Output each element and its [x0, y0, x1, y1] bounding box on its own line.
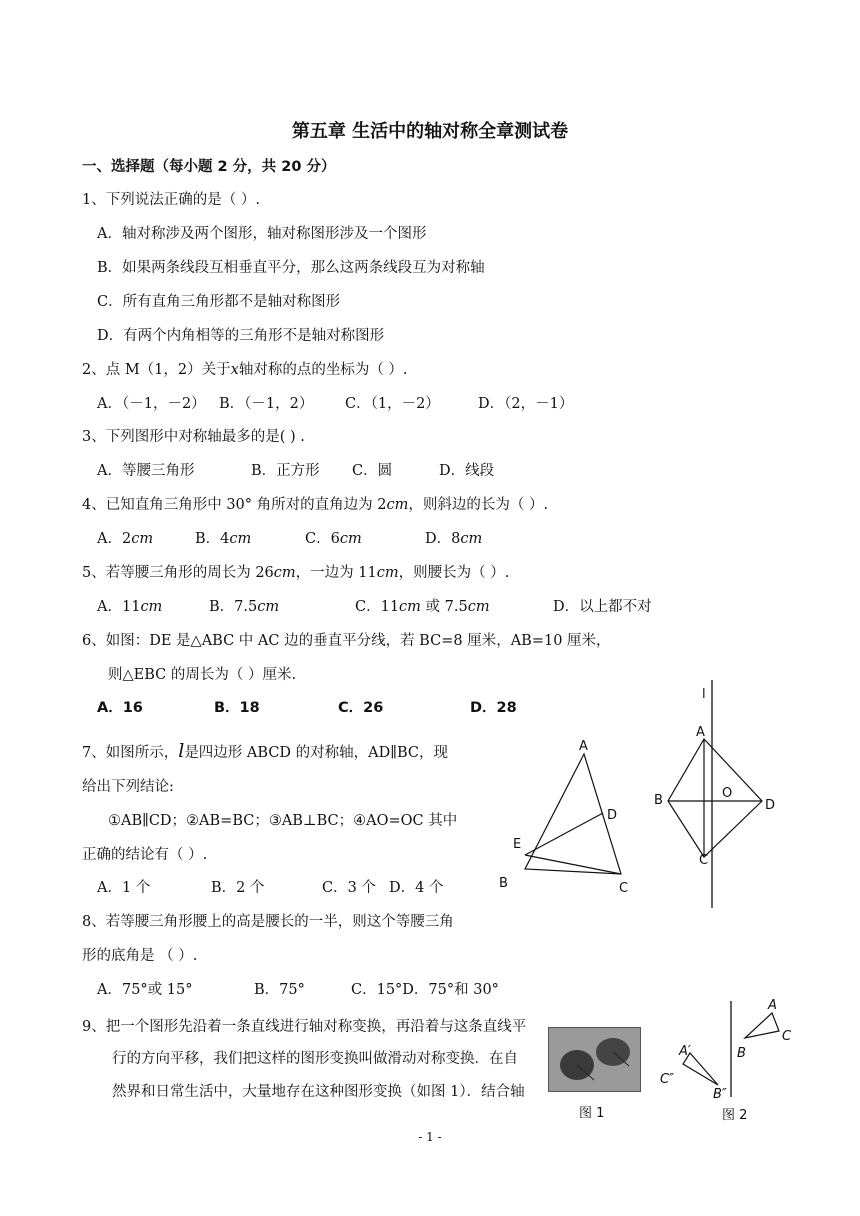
q4-option-b: B．4cm: [195, 531, 252, 547]
rhombus-figure: [648, 680, 788, 910]
rhombus-axis-label-l: l: [702, 687, 706, 702]
q7-option-c: C．3 个: [322, 880, 376, 896]
fig2-label-c: C: [782, 1029, 792, 1044]
triangle-figure: [495, 735, 635, 895]
tri-label-c: C: [619, 881, 629, 895]
tri-label-b: B: [499, 876, 508, 891]
fig2-label-b-double-prime: B″: [713, 1087, 727, 1100]
q3-option-c: C．圆: [352, 463, 393, 479]
q5-option-a: A．11cm: [97, 599, 163, 615]
q6-stem-line1: 6、如图：DE 是△ABC 中 AC 边的垂直平分线，若 BC=8 厘米，AB=10 厘米，: [82, 633, 611, 649]
section-heading: 一、选择题（每小题 2 分，共 20 分）: [82, 159, 336, 175]
q7-stem-line4: 正确的结论有（ ）.: [82, 847, 208, 863]
glide-reflection-figure: [655, 995, 795, 1100]
q5-option-d: D．以上都不对: [553, 599, 652, 615]
q6-stem-line2: 则△EBC 的周长为（ ）厘米.: [108, 667, 297, 683]
tri-label-a: A: [579, 739, 588, 754]
q5-option-c: C．11cm 或 7.5cm: [355, 599, 490, 615]
q7-option-b: B．2 个: [211, 880, 265, 896]
q8-option-b: B．75°: [254, 982, 305, 998]
q4-stem: [82, 496, 548, 514]
q8-stem-line2: 形的底角是 （ ）.: [82, 948, 198, 964]
q7-option-d: D．4 个: [389, 880, 444, 896]
fig2-label-a-prime: A′: [679, 1044, 691, 1059]
rhombus-label-c: C: [699, 853, 709, 868]
q7-variable-l: l: [178, 740, 185, 762]
figure2-caption: 图 2: [722, 1108, 748, 1123]
q6-option-b: B．18: [214, 700, 260, 716]
page-title: 第五章 生活中的轴对称全章测试卷: [291, 121, 569, 142]
q9-stem-line1: 9、把一个图形先沿着一条直线进行轴对称变换，再沿着与这条直线平: [82, 1019, 527, 1035]
q6-option-d: D．28: [470, 700, 517, 716]
q4-stem-unit: cm: [386, 497, 409, 513]
fig2-label-a: A: [768, 998, 777, 1013]
rhombus-label-o: O: [722, 786, 733, 801]
figure1-caption: 图 1: [579, 1106, 605, 1121]
q3-stem: 3、下列图形中对称轴最多的是( ) .: [82, 429, 305, 445]
q2-option-a: A．（－1，－2）: [97, 396, 206, 412]
page-number: - 1 -: [418, 1130, 442, 1144]
q6-option-a: A．16: [97, 700, 143, 716]
q7-stem-line3: ①AB∥CD；②AB=BC；③AB⊥BC；④AO=OC 其中: [108, 813, 458, 829]
q5-option-b: B．7.5cm: [209, 599, 280, 615]
q7-option-a: A．1 个: [97, 880, 151, 896]
q2-option-b: B．（－1，2）: [219, 396, 314, 412]
q2-option-d: D．（2，－1）: [478, 396, 574, 412]
fig2-label-b: B: [737, 1046, 746, 1061]
q8-stem-line1: 8、若等腰三角形腰上的高是腰长的一半，则这个等腰三角: [82, 914, 454, 930]
q4-option-d: D．8cm: [425, 531, 483, 547]
fig2-label-c-double-prime: C″: [660, 1072, 674, 1087]
q3-option-d: D．线段: [439, 463, 495, 479]
q1-option-c: C．所有直角三角形都不是轴对称图形: [97, 294, 341, 310]
q7-stem-line1: 7、如图所示，l是四边形 ABCD 的对称轴，AD∥BC，现: [82, 740, 448, 762]
q2-option-c: C．（1，－2）: [345, 396, 440, 412]
q8-option-a: A．75°或 15°: [97, 982, 193, 998]
q7-stem-line2: 给出下列结论:: [82, 779, 174, 795]
q2-stem: [82, 361, 408, 379]
q1-option-a: A．轴对称涉及两个图形，轴对称图形涉及一个图形: [97, 226, 427, 242]
rhombus-label-d: D: [765, 798, 776, 813]
tri-label-e: E: [513, 837, 522, 852]
q6-option-c: C．26: [338, 700, 384, 716]
q8-option-cd: C．15°D．75°和 30°: [351, 982, 499, 998]
q4-option-a: A．2cm: [97, 531, 154, 547]
q4-stem-part-b: ，则斜边的长为（ ）.: [408, 497, 549, 513]
rhombus-label-a: A: [696, 725, 705, 740]
q9-stem-line3: 然界和日常生活中，大量地存在这种图形变换（如图 1）．结合轴: [112, 1084, 525, 1100]
q5-stem: 5、若等腰三角形的周长为 26cm，一边为 11cm，则腰长为（ ）.: [82, 565, 510, 581]
leaf-photo: [548, 1027, 641, 1092]
q2-stem-part-a: 2、点 M（1，2）关于: [82, 362, 231, 378]
tri-label-d: D: [607, 808, 618, 823]
rhombus-label-b: B: [654, 793, 663, 808]
q1-option-d: D．有两个内角相等的三角形不是轴对称图形: [97, 328, 385, 344]
q9-stem-line2: 行的方向平移，我们把这样的图形变换叫做滑动对称变换．在自: [112, 1051, 518, 1067]
q4-stem-part-a: 4、已知直角三角形中 30° 角所对的直角边为 2: [82, 497, 387, 513]
q2-variable-x: x: [230, 362, 239, 378]
q3-option-a: A．等腰三角形: [97, 463, 195, 479]
q1-stem: 1、下列说法正确的是（ ）.: [82, 192, 260, 208]
q4-option-c: C．6cm: [305, 531, 362, 547]
q3-option-b: B．正方形: [251, 463, 320, 479]
q2-stem-part-b: 轴对称的点的坐标为（ ）.: [238, 362, 408, 378]
q1-option-b: B．如果两条线段互相垂直平分，那么这两条线段互为对称轴: [97, 260, 485, 276]
